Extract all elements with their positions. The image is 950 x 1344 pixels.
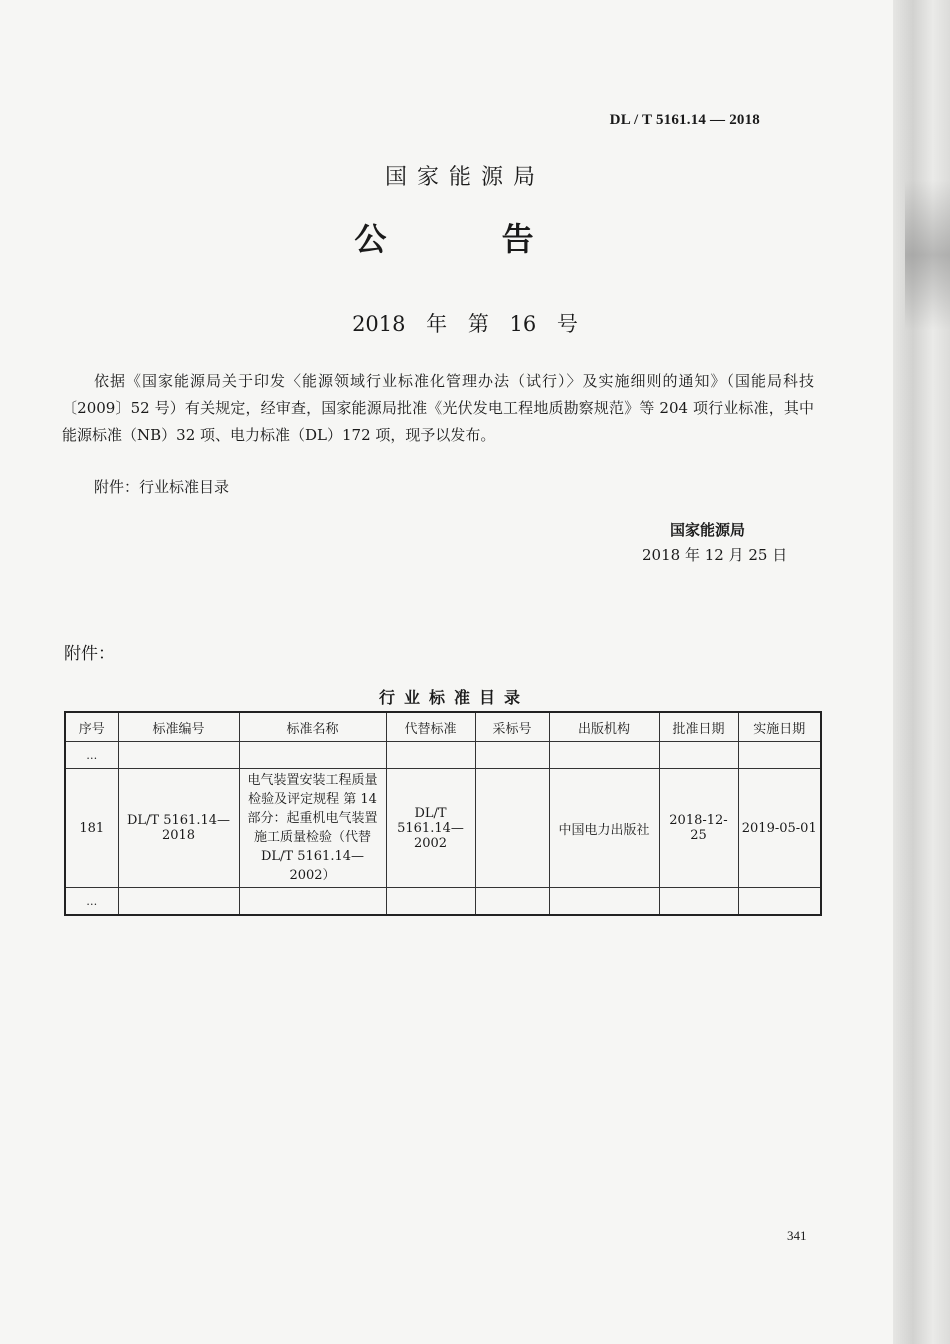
announcement-title: 公 告 [354, 220, 586, 258]
page-number: 341 [787, 1228, 807, 1243]
standard-number-cell: DL/T 5161.14—2018 [118, 769, 239, 888]
column-header: 代替标准 [386, 712, 475, 742]
attachment-label: 附件： [64, 644, 115, 664]
replaced-standard-cell: DL/T 5161.14—2002 [386, 769, 475, 888]
column-header: 采标号 [475, 712, 549, 742]
ellipsis-cell: … [65, 742, 118, 769]
column-header: 标准名称 [239, 712, 386, 742]
seq-cell: 181 [65, 769, 118, 888]
effective-date-cell: 2019-05-01 [738, 769, 821, 888]
table-row [65, 769, 821, 888]
standards-catalog-table [64, 711, 822, 916]
standard-name-cell: 电气装置安装工程质量检验及评定规程 第 14 部分：起重机电气装置施工质量检验（代替 DL/T 5161.14—2002） [239, 769, 386, 888]
ellipsis-cell: … [65, 888, 118, 916]
standard-code: DL / T 5161.14 — 2018 [609, 112, 760, 128]
column-header: 实施日期 [738, 712, 821, 742]
column-header: 出版机构 [549, 712, 659, 742]
table-title: 行业标准目录 [378, 688, 529, 707]
table-header-row [65, 712, 821, 742]
attachment-note: 附件：行业标准目录 [94, 478, 230, 496]
publisher-cell: 中国电力出版社 [549, 769, 659, 888]
table-row [65, 742, 821, 769]
issuer-heading: 国家能源局 [384, 165, 545, 190]
column-header: 标准编号 [118, 712, 239, 742]
adopted-number-cell [475, 769, 549, 888]
announcement-body: 依据《国家能源局关于印发〈能源领域行业标准化管理办法（试行）〉及实施细则的通知》（国能局科技〔2009〕52 号）有关规定，经审查，国家能源局批准《光伏发电工程地质勘察规范》等 204 项行业标准，其中能源标准（NB）32 项、电力标准（DL）172 项，现予以发布。 [62, 372, 814, 444]
book-spine-dark-band [905, 180, 950, 330]
signature-date: 2018 年 12 月 25 日 [642, 546, 788, 564]
column-header: 批准日期 [659, 712, 738, 742]
table-row [65, 888, 821, 916]
column-header: 序号 [65, 712, 118, 742]
signature-organization: 国家能源局 [670, 521, 746, 539]
announcement-number: 2018 年 第 16 号 [352, 312, 578, 336]
approval-date-cell: 2018-12-25 [659, 769, 738, 888]
